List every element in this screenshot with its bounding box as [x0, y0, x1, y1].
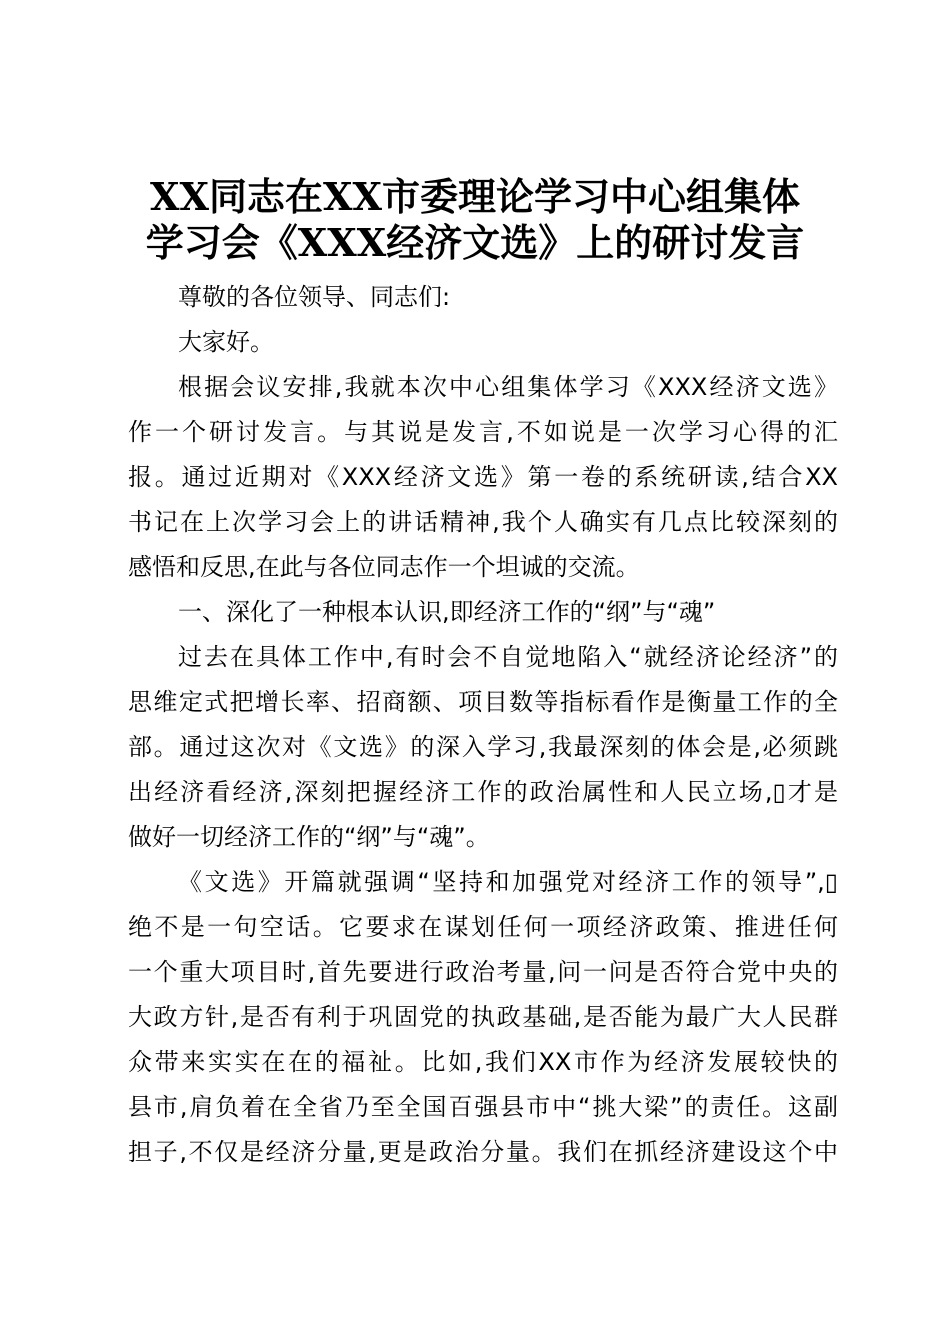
paragraph-line: 担子,不仅是经济分量,更是政治分量。我们在抓经济建设这个中: [128, 1138, 838, 1166]
paragraph-line: 《文选》开篇就强调“坚持和加强党对经济工作的领导”,▯: [178, 868, 838, 896]
paragraph-line: 过去在具体工作中,有时会不自觉地陷入“就经济论经济”的: [178, 643, 838, 671]
document-title-line-2: 学习会《XXX经济文选》上的研讨发言: [145, 220, 805, 265]
paragraph-line: 感悟和反思,在此与各位同志作一个坦诚的交流。: [128, 553, 640, 581]
greeting: 大家好。: [178, 328, 274, 356]
paragraph-line: 绝不是一句空话。它要求在谋划任何一项经济政策、推进任何: [128, 913, 838, 941]
paragraph-line: 大政方针,是否有利于巩固党的执政基础,是否能为最广大人民群: [128, 1003, 838, 1031]
paragraph-line: 众带来实实在在的福祉。比如,我们XX市作为经济发展较快的: [128, 1048, 838, 1076]
paragraph-line: 做好一切经济工作的“纲”与“魂”。: [128, 823, 490, 851]
paragraph-line: 县市,肩负着在全省乃至全国百强县市中“挑大梁”的责任。这副: [128, 1093, 838, 1121]
salutation: 尊敬的各位领导、同志们:: [178, 283, 451, 311]
document-title-line-1: XX同志在XX市委理论学习中心组集体: [150, 174, 800, 219]
paragraph-line: 书记在上次学习会上的讲话精神,我个人确实有几点比较深刻的: [128, 508, 838, 536]
paragraph-line: 根据会议安排,我就本次中心组集体学习《XXX经济文选》: [178, 373, 838, 401]
paragraph-line: 出经济看经济,深刻把握经济工作的政治属性和人民立场,▯才是: [128, 778, 838, 806]
paragraph-line: 部。通过这次对《文选》的深入学习,我最深刻的体会是,必须跳: [128, 733, 838, 761]
paragraph-line: 一个重大项目时,首先要进行政治考量,问一问是否符合党中央的: [128, 958, 838, 986]
paragraph-line: 思维定式把增长率、招商额、项目数等指标看作是衡量工作的全: [128, 688, 838, 716]
paragraph-line: 作一个研讨发言。与其说是发言,不如说是一次学习心得的汇: [128, 418, 838, 446]
section-heading: 一、深化了一种根本认识,即经济工作的“纲”与“魂”: [178, 598, 716, 626]
paragraph-line: 报。通过近期对《XXX经济文选》第一卷的系统研读,结合XX: [128, 463, 838, 491]
